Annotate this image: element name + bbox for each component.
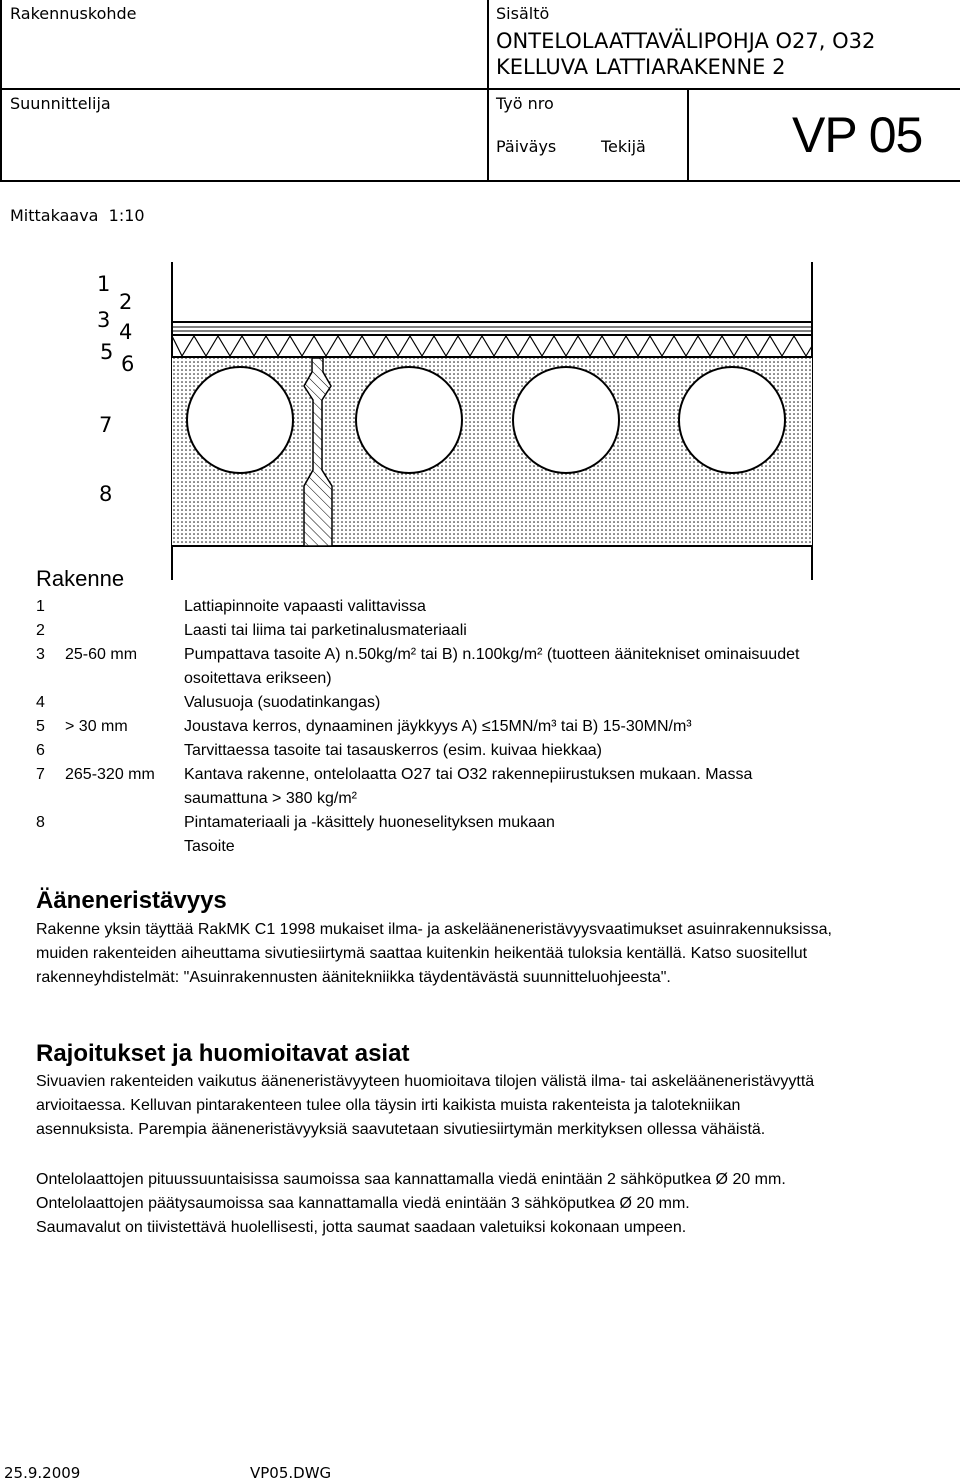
- rajoitukset-title: Rajoitukset ja huomioitavat asiat: [36, 1040, 410, 1067]
- layer-number-6: 6: [121, 352, 135, 376]
- insulation-zigzag: [172, 336, 812, 356]
- content-line-1: ONTELOLAATTAVÄLIPOHJA O27, O32: [496, 29, 876, 53]
- rajoitukset-line-2: arvioitaessa. Kelluvan pintarakenteen tulee olla täysin irti kaikista muista rakenteista ja talotekniikan: [36, 1097, 741, 1114]
- suunnittelija-label: Suunnittelija: [10, 94, 111, 113]
- aaneneristavyys-line-1: Rakenne yksin täyttää RakMK C1 1998 mukaiset ilma- ja askelääneneristävyysvaatimukset asuinrakennuksissa,: [36, 921, 832, 938]
- layer-number-1: 1: [97, 272, 111, 296]
- rajoitukset-line-1: Sivuavien rakenteiden vaikutus ääneneristävyyteen huomioitava tilojen välistä ilma- tai askelääneneristävyyttä: [36, 1073, 815, 1090]
- aaneneristavyys-line-3: rakenneyhdistelmät: "Asuinrakennusten äänitekniikka täydentävästä suunnitteluohjeesta".: [36, 969, 671, 986]
- rakennuskohde-label: Rakennuskohde: [10, 4, 137, 23]
- layer-number-3: 3: [97, 308, 111, 332]
- sisalto-label: Sisältö: [496, 4, 550, 23]
- content-line-2: KELLUVA LATTIARAKENNE 2: [496, 55, 786, 79]
- aaneneristavyys-line-2: muiden rakenteiden aiheuttama sivutiesiirtymä saattaa kuitenkin heikentää tuloksia kentällä. Katso suositellut: [36, 945, 808, 962]
- aaneneristavyys-title: Ääneneristävyys: [36, 887, 227, 914]
- layer-number-7: 7: [99, 413, 113, 437]
- tekija-label: Tekijä: [601, 137, 646, 156]
- sahkoputki-line-2: Ontelolaattojen päätysaumoissa saa kannattamalla viedä enintään 3 sähköputkea Ø 20 mm.: [36, 1195, 690, 1212]
- footer-file: VP05.DWG: [250, 1464, 332, 1482]
- layer-number-2: 2: [119, 290, 133, 314]
- scale-label: Mittakaava 1:10: [10, 206, 145, 225]
- floor-cross-section: [0, 0, 960, 600]
- paivays-label: Päiväys: [496, 137, 557, 156]
- layer-number-8: 8: [99, 482, 113, 506]
- drawing-code: VP 05: [792, 107, 923, 163]
- rakenne-title: Rakenne: [36, 566, 125, 591]
- layer-number-4: 4: [119, 320, 133, 344]
- tyo-nro-label: Työ nro: [496, 94, 554, 113]
- footer-date: 25.9.2009: [4, 1464, 81, 1482]
- sahkoputki-line-1: Ontelolaattojen pituussuuntaisissa saumoissa saa kannattamalla viedä enintään 2 sähköputkea Ø 20 mm.: [36, 1171, 786, 1188]
- rajoitukset-line-3: asennuksista. Parempia ääneneristävyyksiä saavutetaan sivutiesiirtymän merkityksen ollessa vähäistä.: [36, 1121, 766, 1138]
- sahkoputki-line-3: Saumavalut on tiivistettävä huolellisesti, jotta saumat saadaan valetuiksi kokonaan umpeen.: [36, 1219, 687, 1236]
- layer-number-5: 5: [100, 340, 114, 364]
